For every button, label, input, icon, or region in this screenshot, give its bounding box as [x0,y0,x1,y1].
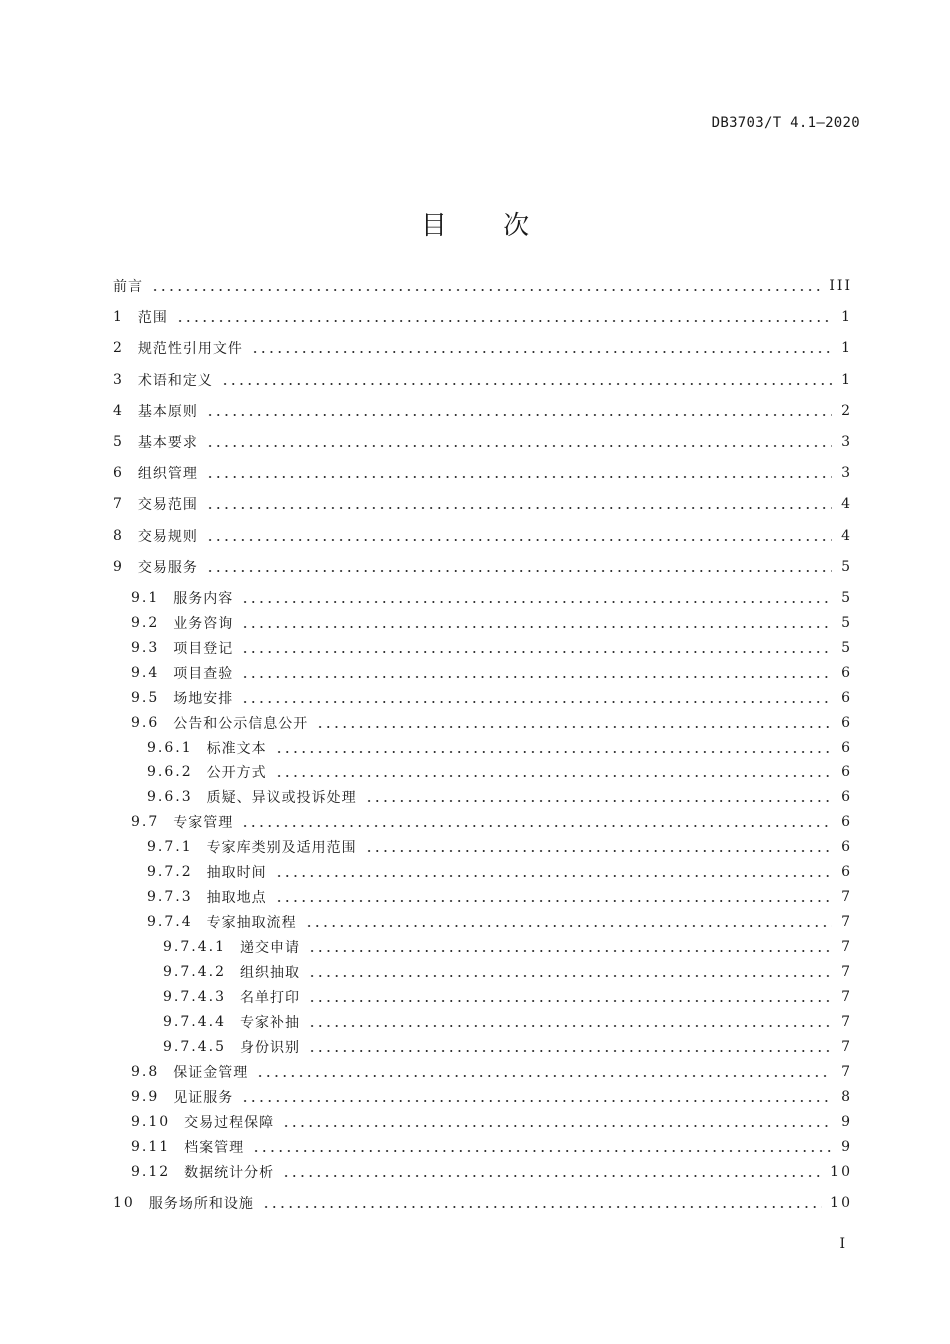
toc-entry-label: 项目登记 [173,640,234,657]
dot-leader [241,701,832,703]
toc-entry-page: 3 [841,434,852,450]
toc-entry[interactable] [113,430,852,454]
toc-entry-page: 4 [841,496,852,513]
toc-entry[interactable] [113,399,852,423]
toc-entry-number: 2 [113,340,124,357]
toc-entry-number: 9.11 [131,1138,171,1155]
page-number: I [839,1236,845,1252]
toc-entry[interactable] [113,586,852,610]
toc-entry-page: III [829,278,852,294]
dot-leader [151,289,821,291]
toc-entry[interactable] [113,785,852,809]
toc-entry-label: 项目查验 [173,665,234,682]
toc-entry-page: 4 [841,527,852,544]
toc-entry-page: 2 [841,402,852,419]
toc-entry-label: 服务场所和设施 [148,1195,254,1212]
toc-entry-page: 7 [841,889,852,906]
toc-entry-label: 专家抽取流程 [206,915,297,932]
dot-leader [275,875,832,877]
toc-entry-number: 9.9 [131,1088,160,1105]
toc-entry-label: 范围 [137,310,168,327]
toc-entry-number: 9.8 [131,1063,160,1080]
toc-entry-label: 服务内容 [173,590,234,607]
toc-entry-page: 10 [830,1194,852,1211]
dot-leader [305,925,832,927]
toc-entry-number: 9.7 [131,814,160,831]
toc-entry-label: 专家管理 [173,815,234,832]
toc-entry-page: 6 [841,789,852,806]
dot-leader [252,1150,832,1152]
toc-entry-label: 数据统计分析 [184,1164,275,1181]
toc-entry-number: 9.7.4 [147,914,193,931]
dot-leader [316,726,832,728]
dot-leader [275,900,832,902]
toc-entry-number: 9.7.4.3 [163,989,226,1005]
dot-leader [365,800,832,802]
toc-entry-number: 9.4 [131,664,160,681]
toc-entry-page: 5 [841,639,852,656]
dot-leader [206,476,832,478]
toc-entry[interactable] [113,1160,852,1184]
toc-entry-label: 场地安排 [173,690,234,707]
toc-entry-page: 7 [841,964,852,981]
toc-entry-label: 基本要求 [137,435,198,451]
toc-entry-page: 1 [841,309,852,326]
toc-entry-page: 5 [841,589,852,606]
toc-entry-label: 见证服务 [173,1089,234,1106]
dot-leader [241,676,832,678]
toc-entry[interactable] [113,860,852,884]
toc-entry-number: 3 [113,371,124,388]
toc-entry-number: 1 [113,309,124,326]
toc-entry-page: 7 [841,1013,852,1030]
dot-leader [206,570,832,572]
toc-entry-number: 9.12 [131,1163,171,1180]
toc-entry[interactable] [113,336,852,360]
toc-entry-page: 6 [841,864,852,881]
dot-leader [206,507,832,509]
toc-entry-number: 9.7.1 [147,839,193,856]
toc-entry-page: 7 [841,939,852,956]
toc-entry-label: 专家库类别及适用范围 [206,840,357,857]
dot-leader [206,414,832,416]
dot-leader [221,383,832,385]
toc-entry-label: 标准文本 [206,740,267,757]
dot-leader [176,320,832,322]
dot-leader [275,751,832,753]
toc-entry-label: 公开方式 [206,765,267,782]
dot-leader [241,825,832,827]
toc-entry-label: 业务咨询 [173,615,234,632]
dot-leader [275,775,832,777]
toc-entry-label: 交易规则 [137,528,198,545]
toc-entry-page: 6 [841,764,852,781]
toc-entry[interactable] [113,1060,852,1084]
toc-entry-number: 9.1 [131,589,160,606]
toc-entry-label: 前言 [113,279,143,295]
dot-leader [282,1125,832,1127]
toc-entry[interactable] [113,636,852,660]
toc-entry[interactable] [113,935,852,959]
toc-entry-number: 6 [113,465,124,482]
toc-entry-label: 档案管理 [184,1139,245,1156]
toc-entry-label: 组织管理 [137,466,198,483]
toc-entry-label: 保证金管理 [173,1064,249,1081]
toc-entry-number: 9.2 [131,614,160,631]
toc-entry-number: 9.7.4.1 [163,939,226,956]
dot-leader [241,1100,832,1102]
toc-entry-label: 质疑、异议或投诉处理 [206,790,357,807]
toc-entry-number: 9.6.1 [147,739,193,756]
toc-entry[interactable] [113,711,852,735]
toc-entry-page: 7 [841,1038,852,1055]
dot-leader [308,950,832,952]
toc-entry[interactable] [113,1010,852,1034]
toc-entry[interactable] [113,960,852,984]
toc-entry-number: 9 [113,558,124,575]
toc-entry-number: 8 [113,527,124,544]
toc-entry[interactable] [113,835,852,859]
dot-leader [241,651,832,653]
dot-leader [241,601,832,603]
dot-leader [206,539,832,541]
toc-entry-page: 9 [841,1113,852,1130]
toc-entry-number: 9.7.4.2 [163,964,226,981]
dot-leader [365,850,832,852]
toc-entry[interactable] [113,274,852,298]
toc-entry[interactable] [113,736,852,760]
dot-leader [308,1000,832,1002]
toc-entry[interactable] [113,1035,852,1059]
toc-entry[interactable] [113,1085,852,1109]
toc-entry-label: 公告和公示信息公开 [173,715,309,732]
dot-leader [251,351,832,353]
toc-entry[interactable] [113,910,852,934]
toc-entry-label: 术语和定义 [137,372,213,389]
toc-entry-number: 9.7.4.5 [163,1038,226,1055]
toc-entry-number: 10 [113,1194,135,1211]
toc-entry-number: 9.10 [131,1113,171,1130]
toc-entry-number: 9.6.2 [147,764,193,781]
toc-entry-number: 5 [113,434,124,450]
toc-entry-number: 9.7.4.4 [163,1013,226,1030]
dot-leader [282,1175,822,1177]
toc-entry-label: 专家补抽 [239,1014,300,1031]
toc-entry-page: 6 [841,739,852,756]
toc-entry-page: 7 [841,989,852,1005]
dot-leader [262,1206,822,1208]
toc-entry-number: 9.7.3 [147,889,193,906]
toc-entry-page: 6 [841,689,852,706]
toc-entry-number: 9.3 [131,639,160,656]
dot-leader [308,1050,832,1052]
toc-entry-page: 8 [841,1088,852,1105]
toc-entry[interactable] [113,555,852,579]
toc-entry-label: 规范性引用文件 [137,341,243,358]
toc-entry[interactable] [113,686,852,710]
toc-entry-number: 9.5 [131,689,160,706]
document-code: DB3703/T 4.1—2020 [711,115,860,131]
toc-entry[interactable] [113,1191,852,1215]
toc-entry-label: 组织抽取 [239,965,300,982]
toc-entry[interactable] [113,611,852,635]
toc-entry[interactable] [113,461,852,485]
dot-leader [308,975,832,977]
toc-entry-page: 1 [841,340,852,357]
toc-entry-page: 3 [841,465,852,482]
toc-entry-page: 9 [841,1138,852,1155]
toc-entry[interactable] [113,885,852,909]
toc-entry[interactable] [113,810,852,834]
toc-entry-label: 交易服务 [137,559,198,576]
toc-entry-number: 9.6.3 [147,789,193,806]
toc-entry-number: 4 [113,402,124,419]
toc-entry[interactable] [113,368,852,392]
toc-entry-label: 基本原则 [137,403,198,420]
dot-leader [308,1025,832,1027]
toc-entry-label: 名单打印 [239,990,300,1006]
toc-entry-label: 抽取地点 [206,890,267,907]
toc-entry-number: 9.7.2 [147,864,193,881]
dot-leader [256,1075,832,1077]
toc-entry-page: 7 [841,914,852,931]
toc-entry-page: 6 [841,814,852,831]
toc-entry[interactable] [113,1135,852,1159]
toc-entry[interactable] [113,492,852,516]
toc-entry-page: 6 [841,839,852,856]
toc-entry-label: 身份识别 [239,1039,300,1056]
dot-leader [241,626,832,628]
dot-leader [206,445,832,447]
toc-entry-label: 交易范围 [137,497,198,514]
toc-entry-number: 7 [113,496,124,513]
toc-entry-page: 1 [841,371,852,388]
toc-entry-page: 7 [841,1063,852,1080]
toc-entry[interactable] [113,760,852,784]
toc-entry-page: 5 [841,558,852,575]
toc-entry-label: 递交申请 [239,940,300,957]
toc-entry-page: 5 [841,614,852,631]
toc-entry[interactable] [113,661,852,685]
toc-entry[interactable] [113,524,852,548]
toc-entry[interactable] [113,305,852,329]
toc-entry-page: 6 [841,714,852,731]
toc-title: 目 次 [420,211,554,241]
toc-entry-page: 10 [830,1163,852,1180]
toc-entry-page: 6 [841,664,852,681]
toc-entry[interactable] [113,1110,852,1134]
toc-entry-label: 抽取时间 [206,865,267,882]
toc-entry-label: 交易过程保障 [184,1114,275,1131]
toc-entry[interactable] [113,985,852,1009]
toc-entry-number: 9.6 [131,714,160,731]
